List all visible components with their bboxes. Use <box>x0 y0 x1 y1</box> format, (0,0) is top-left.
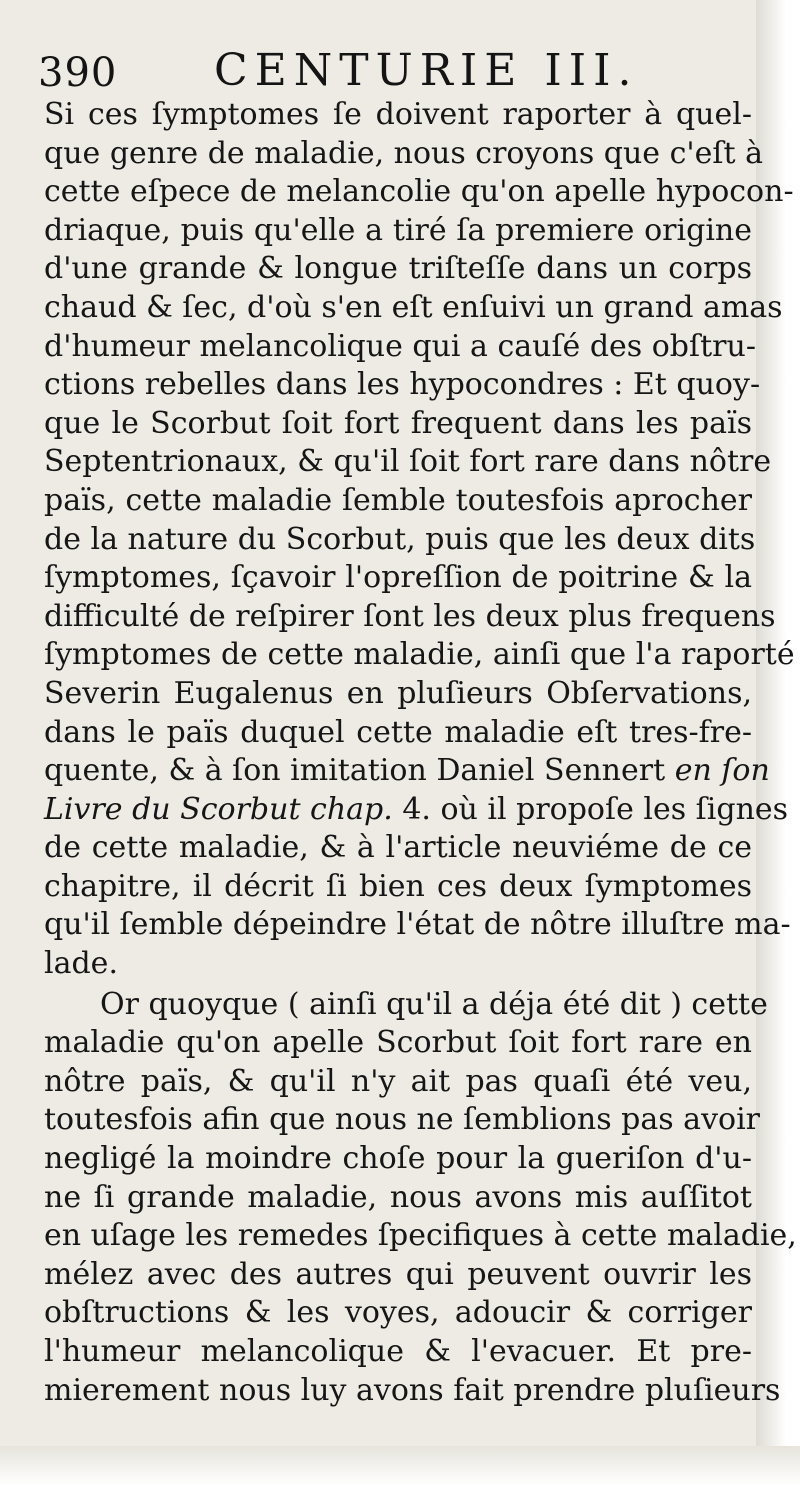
text-line <box>44 328 756 367</box>
running-head: CENTURIE III. <box>214 45 639 96</box>
text-line <box>44 1179 752 1218</box>
italic-text: Livre du Scorbut chap. <box>44 791 393 827</box>
text-line <box>44 752 770 791</box>
text-line <box>44 868 752 907</box>
text-line <box>44 1101 761 1140</box>
text-run: nôtre païs, & qu'il n'y ait pas quaſi été veu, <box>44 1063 752 1099</box>
page-number: 390 <box>38 50 118 96</box>
text-line <box>44 636 795 675</box>
text-line <box>44 1333 752 1372</box>
text-run: Severin Eugalenus en pluſieurs Obſervations, <box>44 675 752 711</box>
text-run: cette eſpece de melancolie qu'on apelle hypocon- <box>44 174 794 210</box>
text-run: ſymptomes, ſçavoir l'opreſſion de poitrine & la <box>44 560 752 596</box>
body-text <box>44 96 797 1410</box>
text-line <box>44 405 752 444</box>
text-run: en uſage les remedes ſpecifiques à cette maladie, <box>44 1218 797 1254</box>
text-line <box>44 714 752 753</box>
text-run: obſtructions & les voyes, adoucir & corriger <box>44 1295 752 1331</box>
text-run: dans le païs duquel cette maladie eſt tres-fre- <box>44 714 752 750</box>
text-line <box>44 986 768 1025</box>
text-line <box>44 1294 752 1333</box>
text-line <box>44 443 772 482</box>
text-line <box>44 945 752 984</box>
paragraph <box>44 96 795 984</box>
text-run: 4. où il propoſe les ſignes <box>392 791 789 827</box>
text-run: ne ſi grande maladie, nous avons mis auſſitot <box>44 1179 752 1215</box>
text-line <box>44 482 752 521</box>
text-run: que genre de maladie, nous croyons que c'eſt à <box>44 135 763 171</box>
page-header <box>38 44 758 98</box>
text-run: quente, & à ſon imitation Daniel Sennert <box>44 753 675 789</box>
text-run: negligé la moindre choſe pour la gueriſon d'u- <box>44 1141 752 1177</box>
text-run: de la nature du Scorbut, puis que les deux dits <box>44 521 756 557</box>
text-run: maladie qu'on apelle Scorbut ſoit fort rare en <box>44 1025 752 1061</box>
text-line <box>44 1217 797 1256</box>
text-line <box>44 559 752 598</box>
text-line <box>44 598 776 637</box>
text-run: de cette maladie, & à l'article neuviéme de ce <box>44 830 752 866</box>
text-line <box>44 1140 752 1179</box>
text-line <box>44 1372 781 1411</box>
text-run: toutesfois afin que nous ne ſemblions pas avoir <box>44 1102 761 1138</box>
text-line <box>44 906 791 945</box>
text-run: Or quoyque ( ainſi qu'il a déja été dit ) cette <box>100 986 768 1022</box>
text-run: difficulté de reſpirer ſont les deux plus frequens <box>44 598 776 634</box>
text-line <box>44 1256 752 1295</box>
text-line <box>44 1063 752 1102</box>
text-run: païs, cette maladie ſemble toutesfois aprocher <box>44 482 752 518</box>
text-run: mélez avec des autres qui peuvent ouvrir les <box>44 1256 752 1292</box>
page-edge-bottom <box>0 1446 800 1486</box>
italic-text: en ſon <box>674 753 770 789</box>
text-run: que le Scorbut ſoit fort frequent dans les païs <box>44 405 752 441</box>
page-edge-right <box>756 0 800 1486</box>
text-line <box>44 289 783 328</box>
text-run: l'humeur melancolique & l'evacuer. Et pre- <box>44 1334 752 1369</box>
text-run: driaque, puis qu'elle a tiré ſa premiere origine <box>44 212 752 248</box>
text-line <box>44 366 761 405</box>
text-line <box>44 173 794 212</box>
paragraph <box>44 986 797 1411</box>
text-run: lade. <box>44 946 118 982</box>
text-run: d'une grande & longue triſteſſe dans un corps <box>44 251 752 287</box>
text-line <box>44 675 752 714</box>
text-run: d'humeur melancolique qui a cauſé des obſtru- <box>44 328 756 364</box>
text-line <box>44 96 752 135</box>
text-run: chapitre, il décrit ſi bien ces deux ſymptomes <box>44 868 752 904</box>
text-run: Septentrionaux, & qu'il ſoit fort rare dans nôtre <box>44 444 772 480</box>
text-run: qu'il ſemble dépeindre l'état de nôtre illuſtre ma- <box>44 907 791 943</box>
text-run: ſymptomes de cette maladie, ainſi que l'a raporté <box>44 637 795 673</box>
text-line <box>44 791 789 830</box>
text-run: ctions rebelles dans les hypocondres : Et quoy- <box>44 367 761 403</box>
text-line <box>44 250 752 289</box>
text-line <box>44 135 763 174</box>
text-run: Si ces ſymptomes ſe doivent raporter à quel- <box>44 97 752 132</box>
text-line <box>44 829 752 868</box>
text-run: chaud & ſec, d'où s'en eſt enſuivi un grand amas <box>44 289 783 325</box>
text-run: mierement nous luy avons fait prendre pluſieurs <box>44 1372 781 1408</box>
text-line <box>44 1024 752 1063</box>
text-line <box>44 212 752 251</box>
text-line <box>44 521 756 560</box>
